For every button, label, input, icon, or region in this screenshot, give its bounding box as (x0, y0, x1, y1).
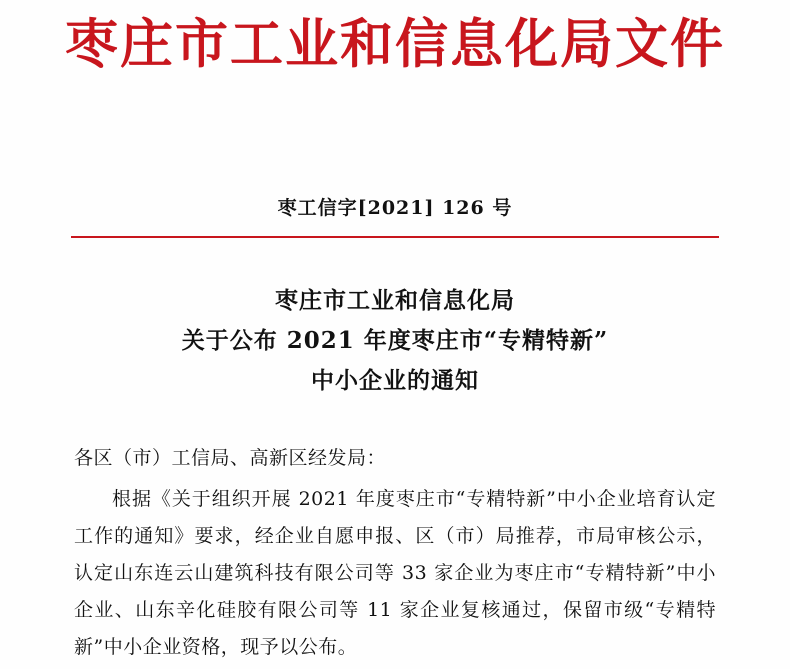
document-number: 枣工信字[2021] 126 号 (277, 196, 513, 219)
document-title-line-1: 枣庄市工业和信息化局 (275, 286, 515, 314)
document-title-line-2: 关于公布 2021 年度枣庄市“专精特新” (181, 327, 609, 355)
red-divider-rule (71, 236, 719, 238)
document-header (0, 0, 790, 75)
document-title-line-3: 中小企业的通知 (311, 367, 479, 395)
body-paragraph-1: 根据《关于组织开展 2021 年度枣庄市“专精特新”中小企业培育认定工作的通知》要求，经企业自愿申报、区（市）局推荐，市局审核公示，认定山东连云山建筑科技有限公司等 33 家企业为枣庄市“专精特新”中小企业、山东辛化硅胶有限公司等 11 家企业复核通过，保留市级“专精特新”中小企业资格，现予以公布。 (74, 487, 716, 658)
salutation: 各区（市）工信局、高新区经发局： (74, 446, 387, 469)
document-body (74, 440, 716, 666)
issuing-authority-banner: 枣庄市工业和信息化局文件 (65, 13, 725, 75)
document-title (0, 281, 790, 402)
